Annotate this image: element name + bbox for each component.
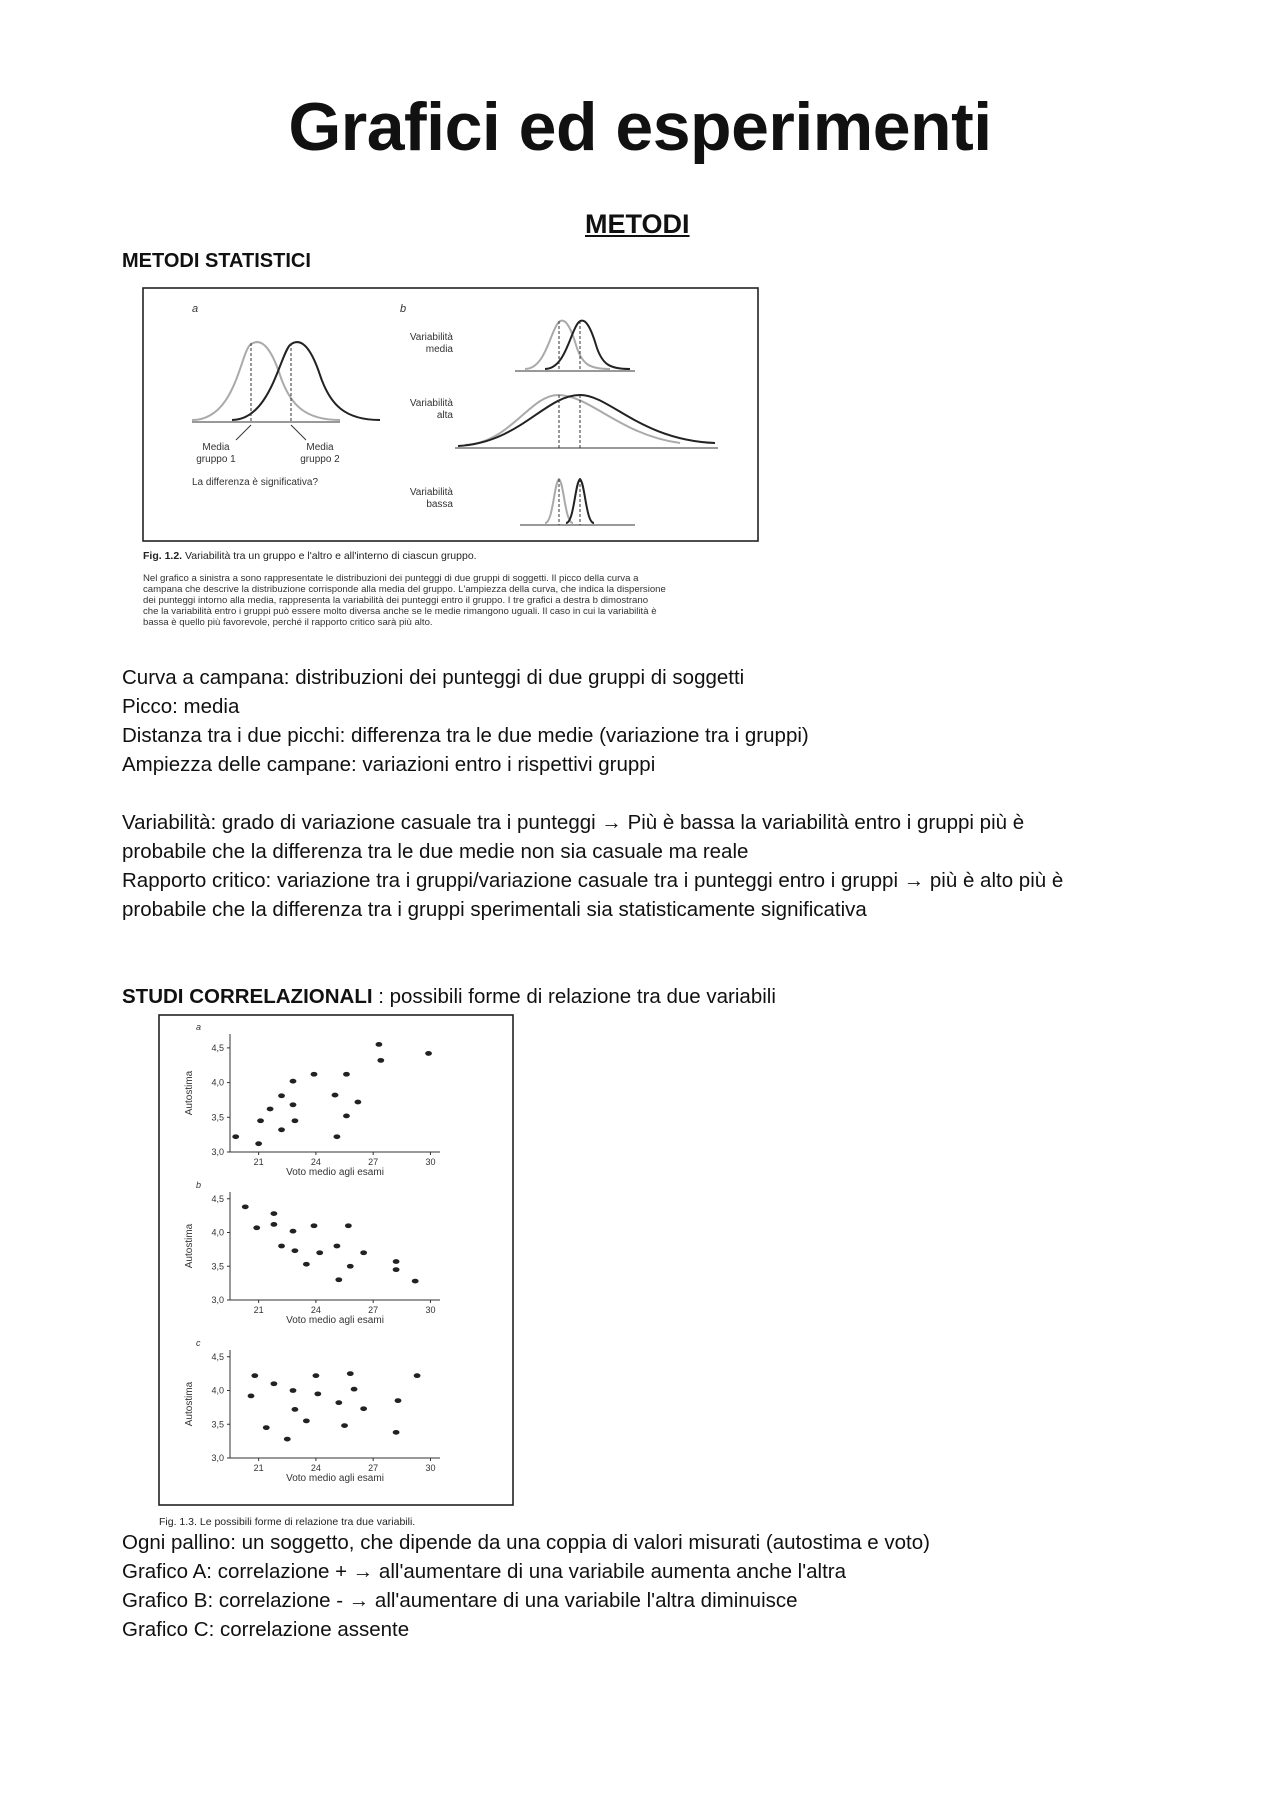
scatter-point <box>412 1279 419 1284</box>
scatter-point <box>232 1134 239 1139</box>
scatter-point <box>284 1437 291 1442</box>
scatter-point <box>303 1262 310 1267</box>
text-line: Picco: media <box>122 695 240 718</box>
y-tick-label: 3,5 <box>211 1419 224 1430</box>
x-axis-label: Voto medio agli esami <box>286 1473 384 1484</box>
label-media-1: Media <box>202 442 230 453</box>
scatter-point <box>355 1100 362 1105</box>
scatter-point <box>425 1051 432 1056</box>
y-tick-label: 4,0 <box>211 1077 224 1088</box>
figure-variability <box>140 285 780 635</box>
scatter-point <box>393 1430 400 1435</box>
figure1-caption-title <box>143 550 477 562</box>
scatter-point <box>332 1093 339 1098</box>
scatter-point <box>242 1204 249 1209</box>
scatter-point <box>334 1244 341 1249</box>
text-line: Grafico C: correlazione assente <box>122 1618 410 1641</box>
x-tick-label: 27 <box>368 1305 379 1315</box>
scatter-point <box>251 1373 258 1378</box>
label-var-media-1: Variabilità <box>409 332 453 343</box>
section-heading-correlation-line <box>122 982 1182 1011</box>
scatter-point <box>255 1141 262 1146</box>
document-subtitle: METODI <box>585 209 690 239</box>
figure1-caption-line-3: dei punteggi intorno alla media, rappresenta la variabilità dei punteggi entro il gruppo. I tre grafici a destra b dimostrano <box>143 595 649 606</box>
section-heading-correlation-rest: : possibili forme di relazione tra due variabili <box>372 985 776 1008</box>
figure1-caption-label: Fig. 1.2. <box>143 550 183 562</box>
y-tick-label: 4,5 <box>211 1351 224 1362</box>
scatter-point <box>360 1250 367 1255</box>
text-line: Rapporto critico: variazione tra i gruppi/variazione casuale tra i punteggi entro i gruppi → più è alto più è <box>122 869 1064 892</box>
text-line: Grafico B: correlazione - → all'aumentare di una variabile l'altra diminuisce <box>122 1589 798 1612</box>
scatter-point <box>313 1373 320 1378</box>
x-axis-label: Voto medio agli esami <box>286 1167 384 1178</box>
scatter-point <box>347 1264 354 1269</box>
text-line: Curva a campana: distribuzioni dei punteggi di due gruppi di soggetti <box>122 666 745 689</box>
text-line: Ogni pallino: un soggetto, che dipende da una coppia di valori misurati (autostima e voto) <box>122 1531 930 1554</box>
label-var-alta-2: alta <box>436 410 453 421</box>
y-tick-label: 3,0 <box>211 1295 224 1305</box>
scatter-point <box>253 1225 260 1230</box>
figure2-frame <box>159 1015 513 1505</box>
scatter-point <box>395 1398 402 1403</box>
figure1-caption-text: Variabilità tra un gruppo e l'altro e all'interno di ciascun gruppo. <box>185 550 477 562</box>
scatter-point <box>311 1223 318 1228</box>
document-title: Grafici ed esperimenti <box>288 89 992 165</box>
scatter-point <box>345 1223 352 1228</box>
scatter-point <box>278 1244 285 1249</box>
panel-b-label: b <box>400 303 407 315</box>
scatter-point <box>343 1072 350 1077</box>
scatter-point <box>335 1277 342 1282</box>
text-line: Ampiezza delle campane: variazioni entro i rispettivi gruppi <box>122 753 656 776</box>
scatter-point <box>278 1127 285 1132</box>
y-tick-label: 3,5 <box>211 1112 224 1123</box>
x-tick-label: 21 <box>253 1157 264 1167</box>
x-tick-label: 21 <box>253 1305 264 1315</box>
scatter-point <box>267 1107 274 1112</box>
section-heading-correlation: STUDI CORRELAZIONALI <box>122 985 373 1008</box>
text-line: Distanza tra i due picchi: differenza tra le due medie (variazione tra i gruppi) <box>122 724 809 747</box>
x-tick-label: 24 <box>310 1305 321 1315</box>
figure-correlation-svg <box>158 1014 518 1536</box>
scatter-point <box>292 1118 299 1123</box>
y-axis-label: Autostima <box>184 1381 195 1427</box>
y-tick-label: 4,0 <box>211 1227 224 1238</box>
scatter-point <box>376 1042 383 1047</box>
label-var-bassa-2: bassa <box>426 499 453 510</box>
scatter-point <box>303 1418 310 1423</box>
y-tick-label: 4,0 <box>211 1385 224 1396</box>
scatter-point <box>335 1400 342 1405</box>
scatter-point <box>271 1211 278 1216</box>
text-line: Grafico A: correlazione + → all'aumentare di una variabile aumenta anche l'altra <box>122 1560 847 1583</box>
scatter-point <box>351 1387 358 1392</box>
figure-correlation <box>158 1014 518 1536</box>
figure1-caption-line-1: Nel grafico a sinistra a sono rappresentate le distribuzioni dei punteggi di due gruppi di soggetti. Il picco della curva a <box>143 573 639 584</box>
label-var-media-2: media <box>425 344 453 355</box>
scatter-point <box>290 1079 297 1084</box>
scatter-point <box>292 1248 299 1253</box>
scatter-point <box>311 1072 318 1077</box>
figure1-caption-line-2: campana che descrive la distribuzione corrisponde alla media del gruppo. L'ampiezza della curva, che indica la dispersione <box>143 584 666 595</box>
figure2-caption: Fig. 1.3. Le possibili forme di relazione tra due variabili. <box>159 1516 416 1528</box>
paragraph-correlation <box>122 1528 1182 1644</box>
x-tick-label: 27 <box>368 1157 379 1167</box>
y-tick-label: 3,0 <box>211 1453 224 1463</box>
label-media-2: Media <box>306 442 334 453</box>
scatter-point <box>278 1093 285 1098</box>
x-tick-label: 30 <box>425 1463 436 1473</box>
label-var-bassa-1: Variabilità <box>409 487 453 498</box>
y-axis-label: Autostima <box>184 1070 195 1116</box>
scatter-point <box>290 1388 297 1393</box>
paragraph-bell-curve <box>122 663 1182 779</box>
scatter-point <box>257 1118 264 1123</box>
text-line: probabile che la differenza tra i gruppi sperimentali sia statisticamente significativa <box>122 898 867 921</box>
scatter-point <box>290 1102 297 1107</box>
paragraph-variability <box>122 808 1182 924</box>
label-var-alta-1: Variabilità <box>409 398 453 409</box>
text-line: Variabilità: grado di variazione casuale tra i punteggi → Più è bassa la variabilità entro i gruppi più è <box>122 811 1025 834</box>
scatter-point <box>271 1222 278 1227</box>
x-tick-label: 30 <box>425 1305 436 1315</box>
scatter-point <box>271 1381 278 1386</box>
scatter-point <box>248 1394 255 1399</box>
label-gruppo-2: gruppo 2 <box>300 454 340 465</box>
y-tick-label: 4,5 <box>211 1193 224 1204</box>
scatter-point <box>341 1423 348 1428</box>
y-tick-label: 3,5 <box>211 1261 224 1272</box>
text-line: probabile che la differenza tra le due medie non sia casuale ma reale <box>122 840 749 863</box>
scatter-point <box>393 1267 400 1272</box>
y-tick-label: 3,0 <box>211 1147 224 1157</box>
x-tick-label: 30 <box>425 1157 436 1167</box>
x-tick-label: 27 <box>368 1463 379 1473</box>
scatter-point <box>334 1134 341 1139</box>
figure-variability-svg <box>140 285 780 635</box>
scatter-point <box>314 1391 321 1396</box>
scatter-point <box>414 1373 421 1378</box>
label-question: La differenza è significativa? <box>192 477 319 488</box>
scatter-point <box>263 1425 270 1430</box>
panel-a-label: a <box>192 303 199 315</box>
scatter-point <box>343 1114 350 1119</box>
scatter-point <box>360 1406 367 1411</box>
label-gruppo-1: gruppo 1 <box>196 454 236 465</box>
figure1-caption-line-5: bassa è quello più favorevole, perché il rapporto critico sarà più alto. <box>143 617 433 628</box>
scatter-point <box>347 1371 354 1376</box>
x-axis-label: Voto medio agli esami <box>286 1315 384 1326</box>
y-tick-label: 4,5 <box>211 1042 224 1053</box>
scatter-point <box>316 1250 323 1255</box>
scatter-panel-label: c <box>196 1338 201 1348</box>
scatter-panel-label: b <box>196 1180 202 1190</box>
figure1-caption-line-4: che la variabilità entro i gruppi può essere molto diversa anche se le medie rimangono uguali. Il caso in cui la variabilità è <box>143 606 657 617</box>
x-tick-label: 24 <box>310 1157 321 1167</box>
scatter-panel-label: a <box>196 1022 202 1032</box>
section-heading-statistics: METODI STATISTICI <box>122 250 311 272</box>
x-tick-label: 21 <box>253 1463 264 1473</box>
x-tick-label: 24 <box>310 1463 321 1473</box>
y-axis-label: Autostima <box>184 1223 195 1269</box>
scatter-point <box>393 1259 400 1264</box>
scatter-point <box>377 1058 384 1063</box>
scatter-point <box>290 1229 297 1234</box>
scatter-point <box>292 1407 299 1412</box>
